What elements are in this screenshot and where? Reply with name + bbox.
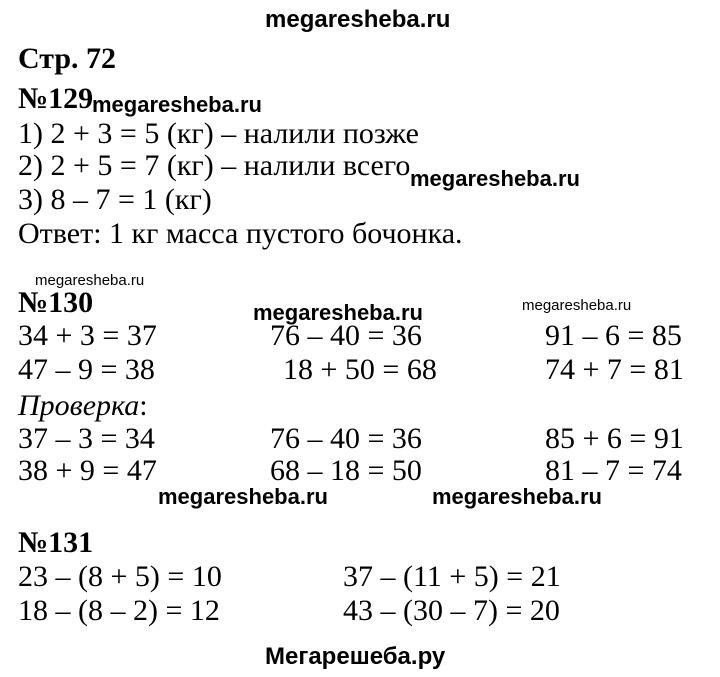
task-129-line-2: 2) 2 + 5 = 7 (кг) – налили всего bbox=[18, 149, 411, 182]
equation: 18 – (8 – 2) = 12 bbox=[18, 594, 220, 627]
watermark: megaresheba.ru bbox=[522, 297, 632, 314]
equation: 43 – (30 – 7) = 20 bbox=[343, 594, 560, 627]
task-129-title: №129 bbox=[18, 82, 94, 115]
equation: 34 + 3 = 37 bbox=[18, 319, 157, 352]
watermark: megaresheba.ru bbox=[253, 300, 423, 325]
equation: 23 – (8 + 5) = 10 bbox=[18, 560, 222, 593]
equation: 91 – 6 = 85 bbox=[545, 319, 682, 352]
equation: 68 – 18 = 50 bbox=[270, 454, 422, 487]
equation: 74 + 7 = 81 bbox=[545, 353, 684, 386]
equation: 85 + 6 = 91 bbox=[545, 422, 684, 455]
check-label: Проверка bbox=[18, 389, 140, 422]
task-129-answer: Ответ: 1 кг масса пустого бочонка. bbox=[18, 217, 463, 250]
watermark: megaresheba.ru bbox=[410, 166, 580, 191]
equation: 37 – (11 + 5) = 21 bbox=[343, 560, 561, 593]
task-131-title: №131 bbox=[18, 526, 94, 559]
task-129-line-3: 3) 8 – 7 = 1 (кг) bbox=[18, 183, 212, 216]
equation: 76 – 40 = 36 bbox=[270, 319, 422, 352]
equation: 76 – 40 = 36 bbox=[270, 422, 422, 455]
equation: 18 + 50 = 68 bbox=[283, 353, 437, 386]
page-number: Стр. 72 bbox=[18, 42, 117, 75]
task-130-title: №130 bbox=[18, 286, 94, 319]
watermark: megaresheba.ru bbox=[92, 92, 262, 117]
check-label-line bbox=[18, 391, 148, 421]
watermark-top: megaresheba.ru bbox=[265, 6, 451, 33]
watermark: megaresheba.ru bbox=[432, 484, 602, 509]
watermark: megaresheba.ru bbox=[35, 272, 145, 289]
check-colon: : bbox=[139, 389, 148, 422]
equation: 37 – 3 = 34 bbox=[18, 422, 155, 455]
watermark: megaresheba.ru bbox=[158, 484, 328, 509]
equation: 38 + 9 = 47 bbox=[18, 454, 157, 487]
watermark-bottom: Мегарешеба.ру bbox=[265, 643, 446, 670]
equation: 47 – 9 = 38 bbox=[18, 353, 155, 386]
equation: 81 – 7 = 74 bbox=[545, 454, 682, 487]
task-129-line-1: 1) 2 + 3 = 5 (кг) – налили позже bbox=[18, 117, 419, 150]
